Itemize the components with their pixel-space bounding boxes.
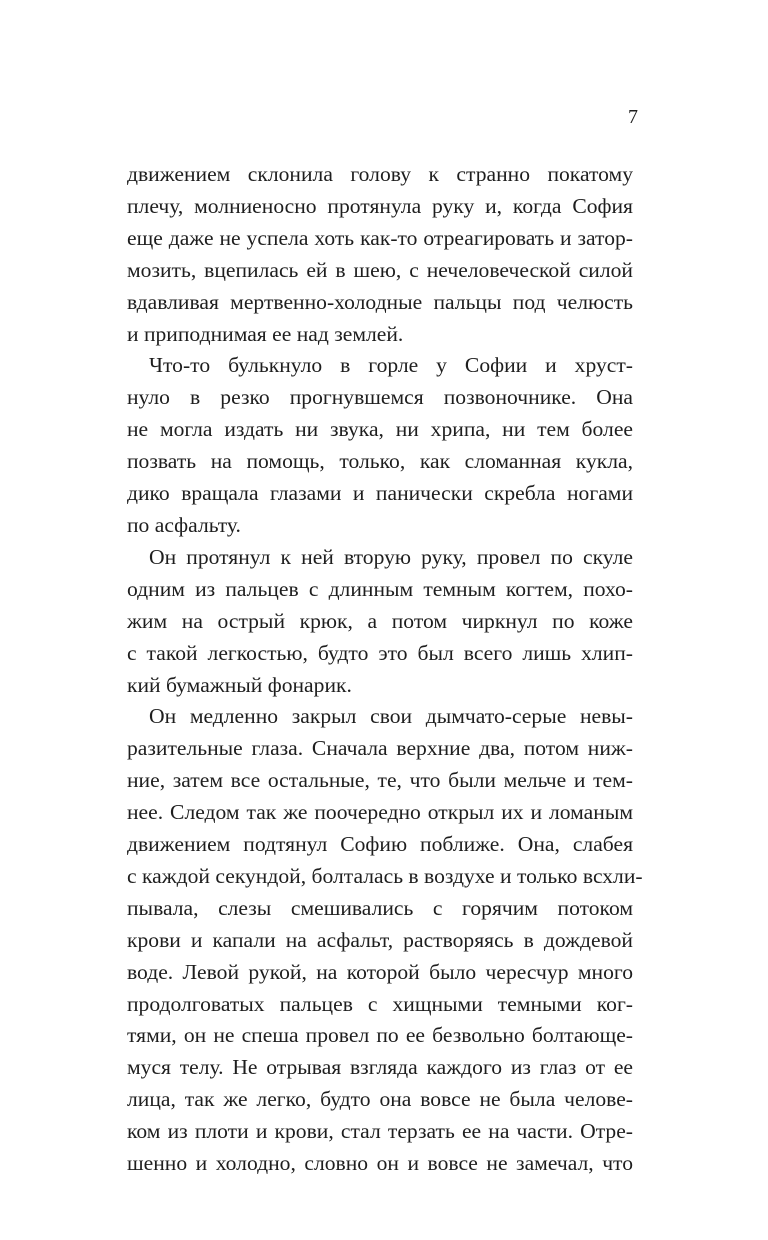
text-line: кий бумажный фонарик. xyxy=(127,672,352,697)
page-number: 7 xyxy=(628,106,638,128)
text-line: шенно и холодно, словно он и вовсе не замечал, что xyxy=(127,1151,633,1176)
text-line: движением склонила голову к странно покатому xyxy=(127,162,633,186)
text-line: ние, затем все остальные, те, что были мельче и тем- xyxy=(127,768,633,793)
text-line: Что-то булькнуло в горле у Софии и хруст- xyxy=(149,353,633,378)
text-line: плечу, молниеносно протянула руку и, когда София xyxy=(127,193,633,218)
text-line: воде. Левой рукой, на которой было чересчур много xyxy=(127,959,633,984)
text-line: нее. Следом так же поочередно открыл их и ломаным xyxy=(127,800,633,825)
paragraph xyxy=(127,701,643,1180)
text-line: жим на острый крюк, а потом чиркнул по коже xyxy=(127,608,633,633)
text-line: по асфальту. xyxy=(127,512,241,537)
text-line: позвать на помощь, только, как сломанная кукла, xyxy=(127,449,633,474)
text-line: вдавливая мертвенно-холодные пальцы под челюсть xyxy=(127,289,633,314)
text-line: не могла издать ни звука, ни хрипа, ни тем более xyxy=(127,417,633,442)
text-line: мозить, вцепилась ей в шею, с нечеловеческой силой xyxy=(127,257,633,282)
text-line: разительные глаза. Сначала верхние два, потом ниж- xyxy=(127,736,633,761)
text-line: еще даже не успела хоть как-то отреагировать и затор- xyxy=(127,225,633,250)
body-text xyxy=(127,159,643,1180)
text-line: Он протянул к ней вторую руку, провел по скуле xyxy=(149,544,633,569)
text-line: одним из пальцев с длинным темным когтем, похо- xyxy=(127,576,633,601)
text-line: крови и капали на асфальт, растворяясь в дождевой xyxy=(127,927,633,952)
text-line: и приподнимая ее над землей. xyxy=(127,321,404,346)
text-line: дико вращала глазами и панически скребла ногами xyxy=(127,481,633,506)
text-line: лица, так же легко, будто она вовсе не была челове- xyxy=(127,1087,633,1112)
text-line: с каждой секундой, болталась в воздухе и только всхли- xyxy=(127,863,643,888)
text-line: тями, он не спеша провел по ее безвольно болтающе- xyxy=(127,1023,633,1048)
text-line: движением подтянул Софию поближе. Она, слабея xyxy=(127,832,633,857)
paragraph xyxy=(127,542,633,702)
text-line: Он медленно закрыл свои дымчато-серые невы- xyxy=(149,704,633,729)
text-line: муся телу. Не отрывая взгляда каждого из глаз от ее xyxy=(127,1055,633,1080)
text-line: нуло в резко прогнувшемся позвоночнике. Она xyxy=(127,385,633,410)
text-line: ком из плоти и крови, стал терзать ее на части. Отре- xyxy=(127,1119,633,1144)
paragraph xyxy=(127,350,633,541)
text-line: пывала, слезы смешивались с горячим потоком xyxy=(127,895,633,920)
text-line: с такой легкостью, будто это был всего лишь хлип- xyxy=(127,640,633,665)
paragraph xyxy=(127,159,633,350)
text-line: продолговатых пальцев с хищными темными ког- xyxy=(127,991,633,1016)
